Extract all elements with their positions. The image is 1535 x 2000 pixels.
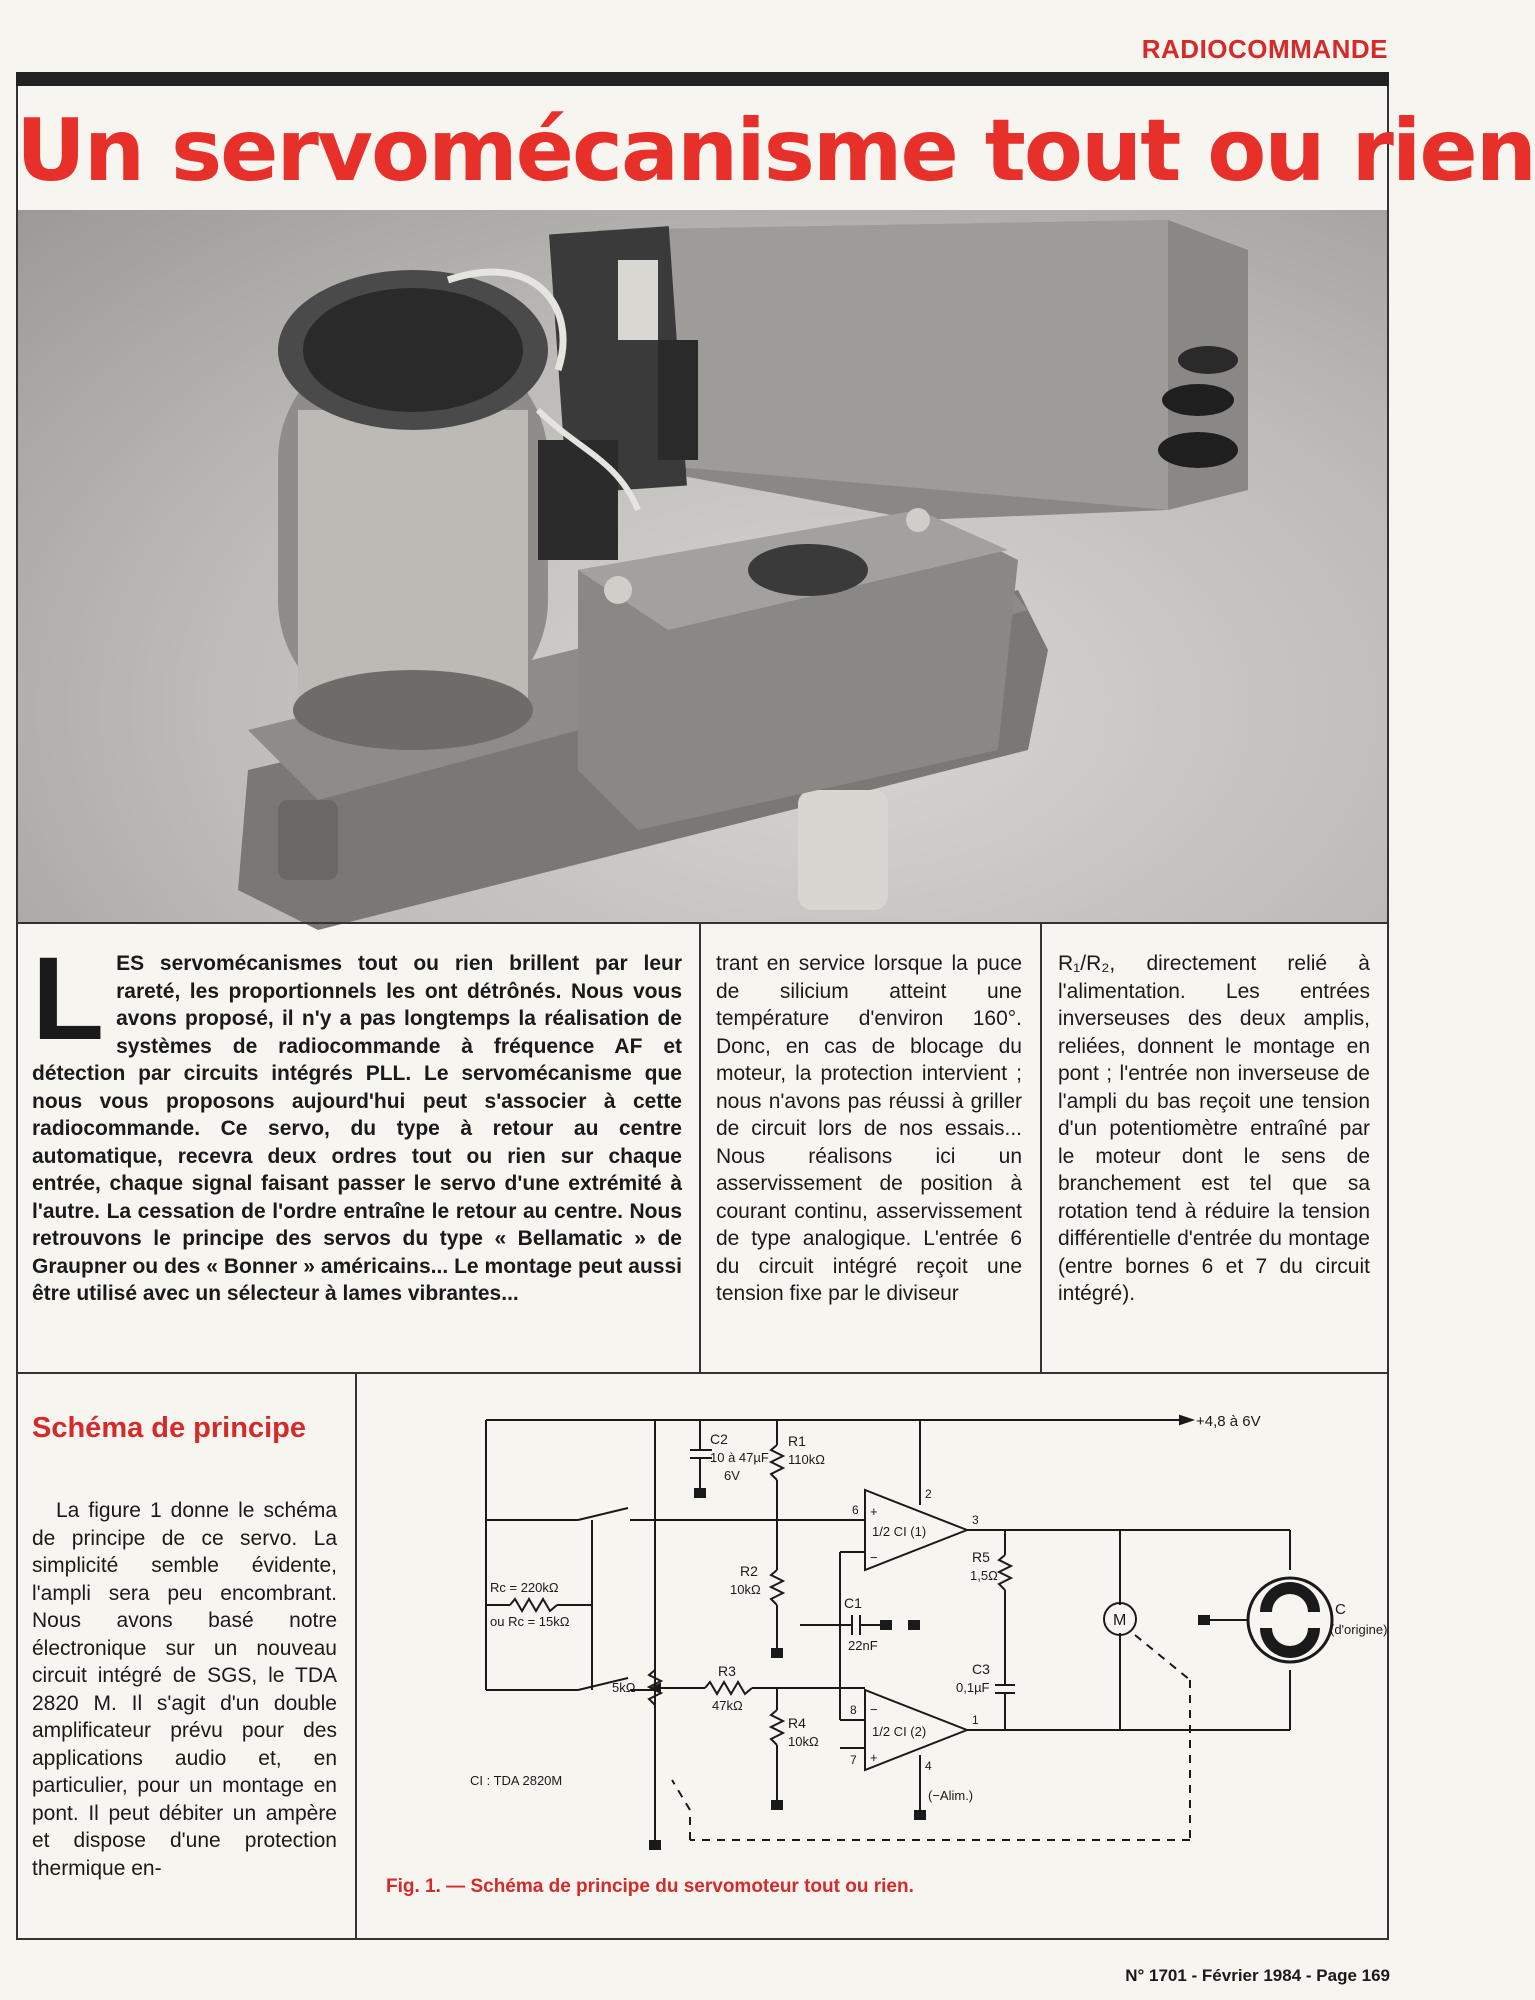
intro-text: ES servomécanismes tout ou rien brillent par leur rareté, les proportionnels les ont détrônés. Nous vous avons proposé, il n'y a pas longtemps la réalisation de systèmes de radiocommande à fréquence AF et détection par circuits intégrés PLL. Le servomécanisme que nous vous proposons aujourd'hui peut s'associer à cette radiocommande. Ce servo, du type à retour au centre automatique, recevra deux ordres tout ou rien sur chaque entrée, chaque signal faisant passer le servo d'une extrémité à l'autre. La cessation de l'ordre entraîne le retour au centre. Nous retrouvons le principe des servos du type « Bellamatic » de Graupner ou des « Bonner » américains... Le montage peut aussi être utilisé avec un sélecteur à lames vibrantes...: [32, 952, 682, 1305]
label-r2: R2: [740, 1563, 758, 1579]
section-heading: Schéma de principe: [32, 1412, 306, 1444]
label-pin1: 1: [972, 1713, 979, 1727]
label-c2: C2: [710, 1431, 728, 1447]
figure-caption: Fig. 1. — Schéma de principe du servomoteur tout ou rien.: [386, 1876, 914, 1897]
label-amp1: 1/2 CI (1): [872, 1524, 927, 1539]
label-pin4: 4: [925, 1759, 932, 1773]
intro-paragraph: [32, 933, 682, 1308]
label-c2-val: 10 à 47µF: [710, 1450, 769, 1465]
section-body: La figure 1 donne le schéma de principe de ce servo. La simplicité semble évidente, l'ampli sera peu encombrant. Nous avons basé notre électronique sur un nouveau circuit intégré de SGS, le TDA 2820 M. Il s'agit d'un double amplificateur prévu pour des applications audio et, en particulier, pour un montage en pont. Il peut débiter un ampère et dispose d'une protection thermique en-: [32, 1499, 337, 1880]
column-rule-1: [699, 922, 701, 1372]
rule-under-photo: [18, 922, 1387, 924]
label-r5-val: 1,5Ω: [970, 1568, 998, 1583]
label-r1: R1: [788, 1433, 806, 1449]
column-rule-2: [1040, 922, 1042, 1372]
servo-photo: [18, 210, 1387, 922]
label-motor: M: [1113, 1612, 1127, 1629]
drop-cap: L: [32, 933, 105, 1065]
label-plus2: +: [870, 1750, 878, 1765]
label-minus1: −: [870, 1550, 878, 1565]
label-pin3: 3: [972, 1513, 979, 1527]
label-pot-c: C: [1335, 1601, 1346, 1618]
label-pin2: 2: [925, 1487, 932, 1501]
label-pot-note: (d'origine): [1330, 1622, 1388, 1637]
figure-rule: [355, 1372, 357, 1938]
label-r5: R5: [972, 1549, 990, 1565]
label-r4-val: 10kΩ: [788, 1734, 819, 1749]
label-c1-val: 22nF: [848, 1638, 878, 1653]
body-column-2: trant en service lorsque la puce de silicium atteint une température d'environ 160°. Donc, en cas de blocage du moteur, la protection intervient ; nous n'avons pas réussi à griller de circuit lors de nos essais... Nous réalisons ici un asservissement de position à courant continu, asservissement de type analogique. L'entrée 6 du circuit intégré reçoit une tension fixe par le diviseur: [716, 952, 1022, 1305]
section-tag: RADIOCOMMANDE: [1141, 34, 1388, 64]
label-plus1: +: [870, 1504, 878, 1519]
label-minus2: −: [870, 1702, 878, 1717]
label-c3-val: 0,1µF: [956, 1680, 990, 1695]
label-r4: R4: [788, 1715, 806, 1731]
label-alim: (−Alim.): [928, 1788, 974, 1803]
article-title: Un servomécanisme tout ou rien: [16, 101, 1535, 201]
label-supply: +4,8 à 6V: [1196, 1413, 1261, 1430]
label-r1-val: 110kΩ: [788, 1452, 825, 1467]
label-pin8: 8: [850, 1703, 857, 1717]
body-column-3: R₁/R₂, directement relié à l'alimentation. Les entrées inverseuses des deux amplis, reliées, donnent le montage en pont ; l'entrée non inverseuse de l'ampli du bas reçoit une tension d'un potentiomètre entraîné par le moteur dont le sens de branchement est tel que sa rotation tend à réduire la tension différentielle d'entrée du montage (entre bornes 6 et 7 du circuit intégré).: [1058, 952, 1370, 1305]
label-pin7: 7: [850, 1753, 857, 1767]
page-footer: N° 1701 - Février 1984 - Page 169: [1125, 1966, 1390, 1985]
top-bar: [16, 72, 1389, 86]
label-rc2: ou Rc = 15kΩ: [490, 1614, 570, 1629]
label-r3: R3: [718, 1663, 736, 1679]
label-pot5k: 5kΩ: [612, 1680, 636, 1695]
rule-under-text: [18, 1372, 1387, 1374]
label-rc1: Rc = 220kΩ: [490, 1580, 559, 1595]
label-amp2: 1/2 CI (2): [872, 1724, 927, 1739]
label-c2-volt: 6V: [724, 1468, 740, 1483]
label-pin6: 6: [852, 1503, 859, 1517]
label-ci: CI : TDA 2820M: [470, 1773, 563, 1788]
schematic-diagram: [360, 1380, 1388, 1870]
label-r2-val: 10kΩ: [730, 1582, 761, 1597]
label-c1: C1: [844, 1595, 862, 1611]
label-c3: C3: [972, 1661, 990, 1677]
label-r3-val: 47kΩ: [712, 1698, 743, 1713]
